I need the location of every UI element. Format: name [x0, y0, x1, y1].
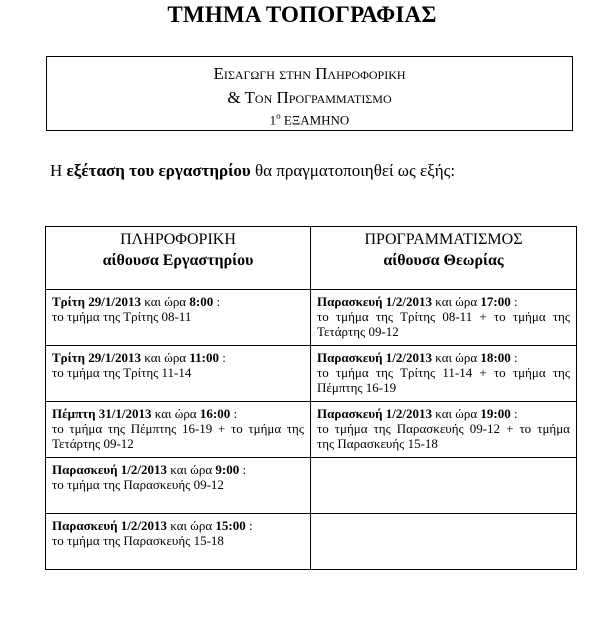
slot-time: 17:00: [480, 294, 511, 309]
slot-connector: και ώρα: [432, 406, 481, 421]
slot-time: 16:00: [199, 406, 231, 421]
slot-groups: το τμήμα της Παρασκευής 09-12: [52, 477, 224, 492]
course-name-line2: & Τον Προγραμματισμο: [227, 88, 392, 107]
slot-groups: το τμήμα της Παρασκευής 09-12 + το τμήμα της Παρασκευής 15-18: [317, 421, 570, 451]
slot-connector: και ώρα: [151, 406, 200, 421]
slot-time: 19:00: [480, 406, 511, 421]
slot-date: Παρασκευή 1/2/2013: [317, 350, 433, 365]
exam-schedule-table: [45, 226, 577, 570]
schedule-cell: [46, 290, 311, 346]
empty-cell: [311, 458, 577, 514]
schedule-cell: [46, 514, 311, 570]
slot-groups: το τμήμα της Τρίτης 08-11 + το τμήμα της Τετάρτης 09-12: [317, 309, 570, 339]
column-header-programming: [311, 227, 577, 290]
schedule-cell: [46, 458, 311, 514]
slot-datetime: [52, 294, 304, 309]
slot-date: Πέμπτη 31/1/2013: [52, 406, 152, 421]
intro-suffix: θα πραγματοποιηθεί ως εξής:: [250, 161, 456, 180]
schedule-cell: [46, 402, 311, 458]
column-subject: ΠΡΟΓΡΑΜΜΑΤΙΣΜΟΣ: [364, 231, 523, 248]
slot-groups: το τμήμα της Παρασκευής 15-18: [52, 533, 224, 548]
slot-datetime: [317, 294, 570, 309]
slot-connector: και ώρα: [141, 350, 190, 365]
department-title: ΤΜΗΜΑ ΤΟΠΟΓΡΑΦΙΑΣ: [167, 2, 437, 27]
table-row: [46, 290, 577, 346]
semester-label: [47, 111, 572, 128]
table-row: [46, 458, 577, 514]
slot-time: 18:00: [480, 350, 511, 365]
column-room: αίθουσα Θεωρίας: [383, 252, 504, 269]
slot-connector: και ώρα: [432, 294, 481, 309]
schedule-cell: [311, 346, 577, 402]
slot-connector: και ώρα: [141, 294, 190, 309]
semester-ordinal-suffix: ο: [276, 111, 281, 121]
table-row: [46, 402, 577, 458]
slot-datetime: [52, 518, 304, 533]
schedule-cell: [46, 346, 311, 402]
slot-date: Παρασκευή 1/2/2013: [317, 406, 433, 421]
slot-colon: :: [213, 294, 221, 309]
schedule-cell: [311, 290, 577, 346]
semester-number: 1: [269, 112, 277, 128]
slot-date: Παρασκευή 1/2/2013: [52, 462, 168, 477]
slot-groups: το τμήμα της Τρίτης 11-14: [52, 365, 192, 380]
slot-groups: το τμήμα της Τρίτης 11-14 + το τμήμα της Πέμπτης 16-19: [317, 365, 570, 395]
slot-time: 15:00: [215, 518, 246, 533]
slot-date: Παρασκευή 1/2/2013: [317, 294, 433, 309]
slot-date: Τρίτη 29/1/2013: [52, 350, 142, 365]
slot-datetime: [52, 462, 304, 477]
slot-groups: το τμήμα της Πέμπτης 16-19 + το τμήμα της Τετάρτης 09-12: [52, 421, 304, 451]
slot-colon: :: [510, 350, 518, 365]
slot-connector: και ώρα: [167, 518, 216, 533]
table-row: [46, 514, 577, 570]
table-row: [46, 346, 577, 402]
slot-datetime: [317, 406, 570, 421]
slot-colon: :: [219, 350, 226, 365]
course-name-line1: Εισαγωγη στην Πληροφορικη: [213, 64, 406, 83]
slot-date: Τρίτη 29/1/2013: [52, 294, 142, 309]
slot-colon: :: [510, 406, 518, 421]
column-subject: ΠΛΗΡΟΦΟΡΙΚΗ: [120, 231, 236, 248]
intro-sentence: [50, 161, 455, 181]
slot-time: 9:00: [215, 462, 240, 477]
slot-colon: :: [510, 294, 518, 309]
slot-datetime: [52, 406, 304, 421]
slot-time: 11:00: [189, 350, 219, 365]
slot-colon: :: [239, 462, 247, 477]
slot-datetime: [317, 350, 570, 365]
table-header-row: [46, 227, 577, 290]
slot-colon: :: [245, 518, 253, 533]
empty-cell: [311, 514, 577, 570]
column-header-informatics: [46, 227, 311, 290]
semester-text: ΕΞΑΜΗΝΟ: [283, 112, 350, 128]
slot-groups: το τμήμα της Τρίτης 08-11: [52, 309, 192, 324]
slot-time: 8:00: [189, 294, 214, 309]
schedule-cell: [311, 402, 577, 458]
column-room: αίθουσα Εργαστηρίου: [102, 252, 254, 269]
course-title-box: [46, 56, 573, 131]
intro-bold: εξέταση του εργαστηρίου: [66, 161, 251, 180]
slot-colon: :: [230, 406, 238, 421]
slot-datetime: [52, 350, 304, 365]
slot-date: Παρασκευή 1/2/2013: [52, 518, 168, 533]
slot-connector: και ώρα: [167, 462, 216, 477]
slot-connector: και ώρα: [432, 350, 481, 365]
intro-prefix: Η: [50, 161, 67, 180]
